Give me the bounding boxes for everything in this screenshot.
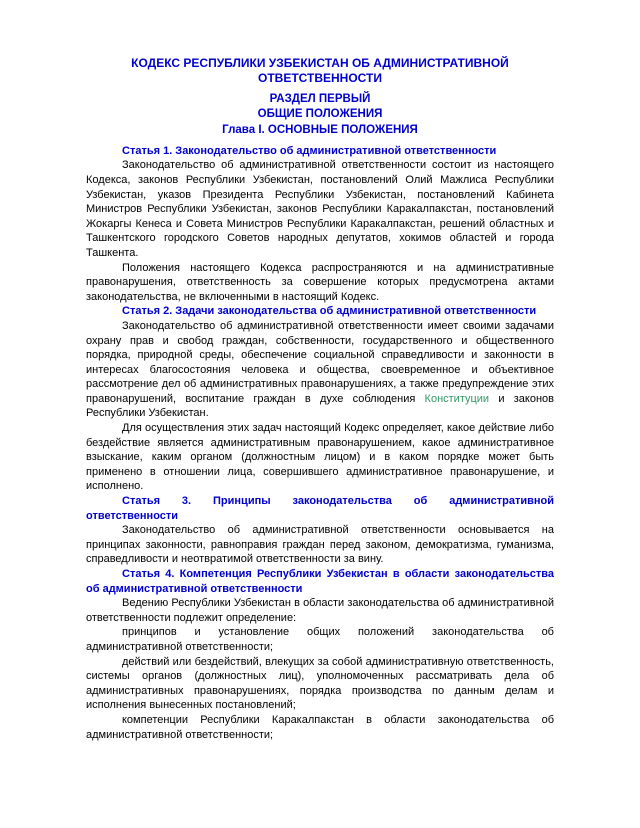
article-1-paragraph-1: Законодательство об административной ответственности состоит из настоящего Кодекса, законов Республики Узбекистан, постановлений Олий Мажлиса Республики Узбекистан, указов Президента Республики Узбекистан, постановлений Кабинета Министров Республики Узбекистан, законов Республики Каракалпакстан, постановлений Жокаргы Кенеса и Совета Министров Республики Каракалпакстан, решений областных и Ташкентского городского Советов народных депутатов, хокимов областей и города Ташкента. — [86, 159, 554, 259]
constitution-link[interactable]: Конституции — [424, 392, 490, 405]
section-title: ОБЩИЕ ПОЛОЖЕНИЯ — [257, 107, 383, 120]
article-4-paragraph-1: Ведению Республики Узбекистан в области законодательства об административной ответственности подлежит определение: — [86, 597, 554, 624]
section-heading: РАЗДЕЛ ПЕРВЫЙ — [269, 93, 371, 105]
article-1-heading: Статья 1. Законодательство об административной ответственности — [122, 144, 497, 157]
article-4-paragraph-4: компетенции Республики Каракалпакстан в области законодательства об административной ответственности; — [86, 713, 554, 741]
document-title: КОДЕКС РЕСПУБЛИКИ УЗБЕКИСТАН ОБ АДМИНИСТРАТИВНОЙ ОТВЕТСТВЕННОСТИ — [131, 56, 509, 85]
chapter-heading: Глава I. ОСНОВНЫЕ ПОЛОЖЕНИЯ — [222, 124, 418, 137]
article-4-heading: Статья 4. Компетенция Республики Узбекистан в области законодательства об административной ответственности — [86, 568, 554, 595]
article-2-paragraph-2: Для осуществления этих задач настоящий Кодекс определяет, какое действие либо бездействие является административным правонарушением, какое административное взыскание, каким органом (должностным лицом) и в каком порядке может быть применено в отношении лица, совершившего административное правонарушение, и исполнено. — [86, 422, 554, 493]
article-1-paragraph-2: Положения настоящего Кодекса распространяются и на административные правонарушения, ответственность за совершение которых предусмотрена актами законодательства, не включенными в настоящий Кодекс. — [86, 261, 554, 303]
article-2-paragraph-1 — [86, 319, 554, 421]
article-4-paragraph-3: действий или бездействий, влекущих за собой административную ответственность, системы органов (должностных лиц), уполномоченных рассматривать дела об административных правонарушениях, порядка производства по данным делам и исполнения вынесенных постановлений; — [86, 655, 554, 712]
article-3-heading: Статья 3. Принципы законодательства об административной ответственности — [86, 495, 554, 522]
article-2-paragraph-1-text-before: Законодательство об административной ответственности имеет своими задачами охрану прав и свобод граждан, собственности, государственного и общественного порядка, природной среды, обеспечение социальной справедливости и законности в интересах благосостояния человека и общества, своевременное и объективное рассмотрение дел об административных правонарушениях, а также предупреждение этих правонарушений, воспитание граждан в духе соблюдения — [86, 319, 554, 405]
article-2-heading: Статья 2. Задачи законодательства об административной ответственности — [122, 305, 537, 318]
article-4-paragraph-2: принципов и установление общих положений законодательства об административной ответственности; — [86, 626, 554, 653]
article-3-paragraph-1: Законодательство об административной ответственности основывается на принципах законности, равноправия граждан перед законом, демократизма, гуманизма, справедливости и неотвратимой ответственности за вину. — [86, 524, 554, 566]
article-2-paragraph-1-text-after: и законов Республики Узбекистан. — [86, 392, 554, 420]
